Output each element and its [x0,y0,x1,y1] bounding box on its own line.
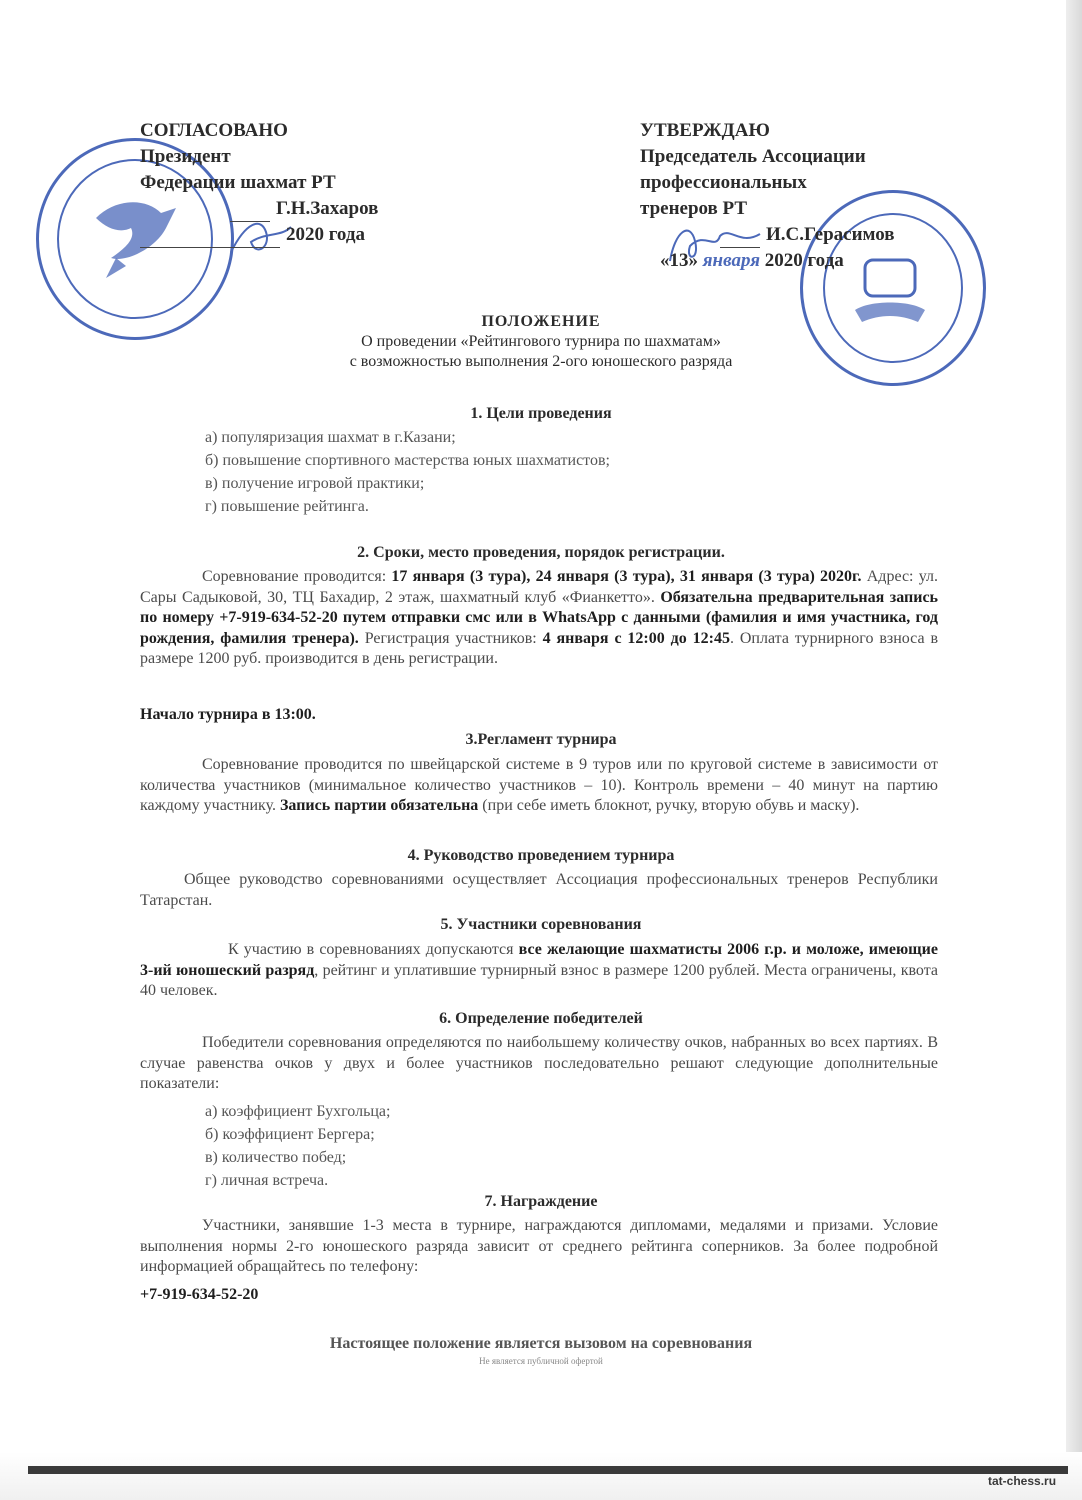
section-6-text: Победители соревнования определяются по наибольшему количеству очков, набранных во всех партиях. В случае равенства очков у двух и более участников последовательно решают следующие дополнительные показатели: [140,1034,938,1092]
signatory-right: И.С.Герасимов [766,224,895,245]
section-2-text: Соревнование проводится: 17 января (3 тура), 24 января (3 тура), 31 января (3 тура) 2020г. Адрес: ул. Сары Садыковой, 30, ТЦ Бахадир, 2 этаж, шахматный клуб «Фианкетто». Обязательна предварительная запись по номеру +7-919-634-52-20 путем отправки смс или в WhatsApp с данными (фамилия и имя участника, год рождения, фамилия тренера). Регистрация участников: 4 января с 12:00 до 12:45. Оплата турнирного взноса в размере 1200 руб. производится в день регистрации. [140,568,939,667]
section-5-text: К участию в соревнованиях допускаются все желающие шахматисты 2006 г.р. и моложе, имеющие 3-ий юношеский разряд, рейтинг и уплатившие турнирный взнос в размере 1200 рублей. Места ограничены, квота 40 человек. [140,941,939,999]
date-day-right: «13» [660,250,698,271]
title-main: ПОЛОЖЕНИЕ [481,313,601,330]
goal-item: в) получение игровой практики; [205,475,425,492]
section-3-text: Соревнование проводится по швейцарской системе в 9 туров или по круговой системе в зависимости от количества участников (минимальное количество участников – 10). Контроль времени – 40 минут на партию каждому участнику. Запись партии обязательна (при себе иметь блокнот, ручку, вторую обувь и маску). [140,756,938,814]
section-5-heading: 5. Участники соревнования [440,916,642,933]
scan-edge [1066,0,1082,1500]
approval-block-left [140,118,440,248]
section-1-heading: 1. Цели проведения [470,405,612,422]
trainers-label: тренеров РТ [640,198,748,219]
section-2-heading: 2. Сроки, место проведения, порядок регистрации. [357,544,725,561]
title-line3: с возможностью выполнения 2-ого юношеского разряда [349,353,733,370]
chairman-label: Председатель Ассоциации [640,146,866,167]
tiebreak-item: б) коэффициент Бергера; [205,1126,375,1143]
section-4-heading: 4. Руководство проведением турнира [407,847,675,864]
tiebreak-item: г) личная встреча. [205,1172,329,1189]
site-watermark: tat-chess.ru [988,1474,1057,1488]
goal-item: а) популяризация шахмат в г.Казани; [205,429,456,446]
footer-note: Не является публичной офертой [479,1356,603,1366]
goal-item: б) повышение спортивного мастерства юных шахматистов; [205,452,610,469]
footer-statement: Настоящее положение является вызовом на соревнования [329,1335,753,1352]
signatory-left: Г.Н.Захаров [276,198,379,219]
date-month-right: января [702,250,760,271]
scan-shadow [0,1452,1082,1500]
federation-label: Федерации шахмат РТ [140,172,336,193]
president-label: Президент [140,146,231,167]
section-7-text: Участники, занявшие 1-3 места в турнире, награждаются дипломами, медалями и призами. Условие выполнения нормы 2-го юношеского разряда зависит от среднего рейтинга соперников. За более подробной информацией обращайтесь по телефону: [140,1217,938,1275]
title-line2: О проведении «Рейтингового турнира по шахматам» [361,333,721,350]
tiebreak-item: в) количество побед; [205,1149,347,1166]
section-4-text: Общее руководство соревнованиями осуществляет Ассоциация профессиональных тренеров Республики Татарстан. [140,871,938,909]
association-label: профессиональных [640,172,807,193]
contact-phone: +7-919-634-52-20 [140,1286,259,1303]
approve-heading: УТВЕРЖДАЮ [640,120,770,141]
document-title [0,312,1082,372]
scan-bar [28,1466,1068,1474]
goal-item: г) повышение рейтинга. [205,498,369,515]
section-7-heading: 7. Награждение [484,1193,598,1210]
date-right: 2020 года [764,250,844,271]
approval-block-right [640,118,940,274]
start-time: Начало турнира в 13:00. [140,706,316,723]
tiebreak-item: а) коэффициент Бухгольца; [205,1103,391,1120]
date-left: 2020 года [286,224,365,245]
section-6-heading: 6. Определение победителей [439,1010,643,1027]
agreed-heading: СОГЛАСОВАНО [140,120,288,141]
section-3-heading: 3.Регламент турнира [465,731,617,748]
